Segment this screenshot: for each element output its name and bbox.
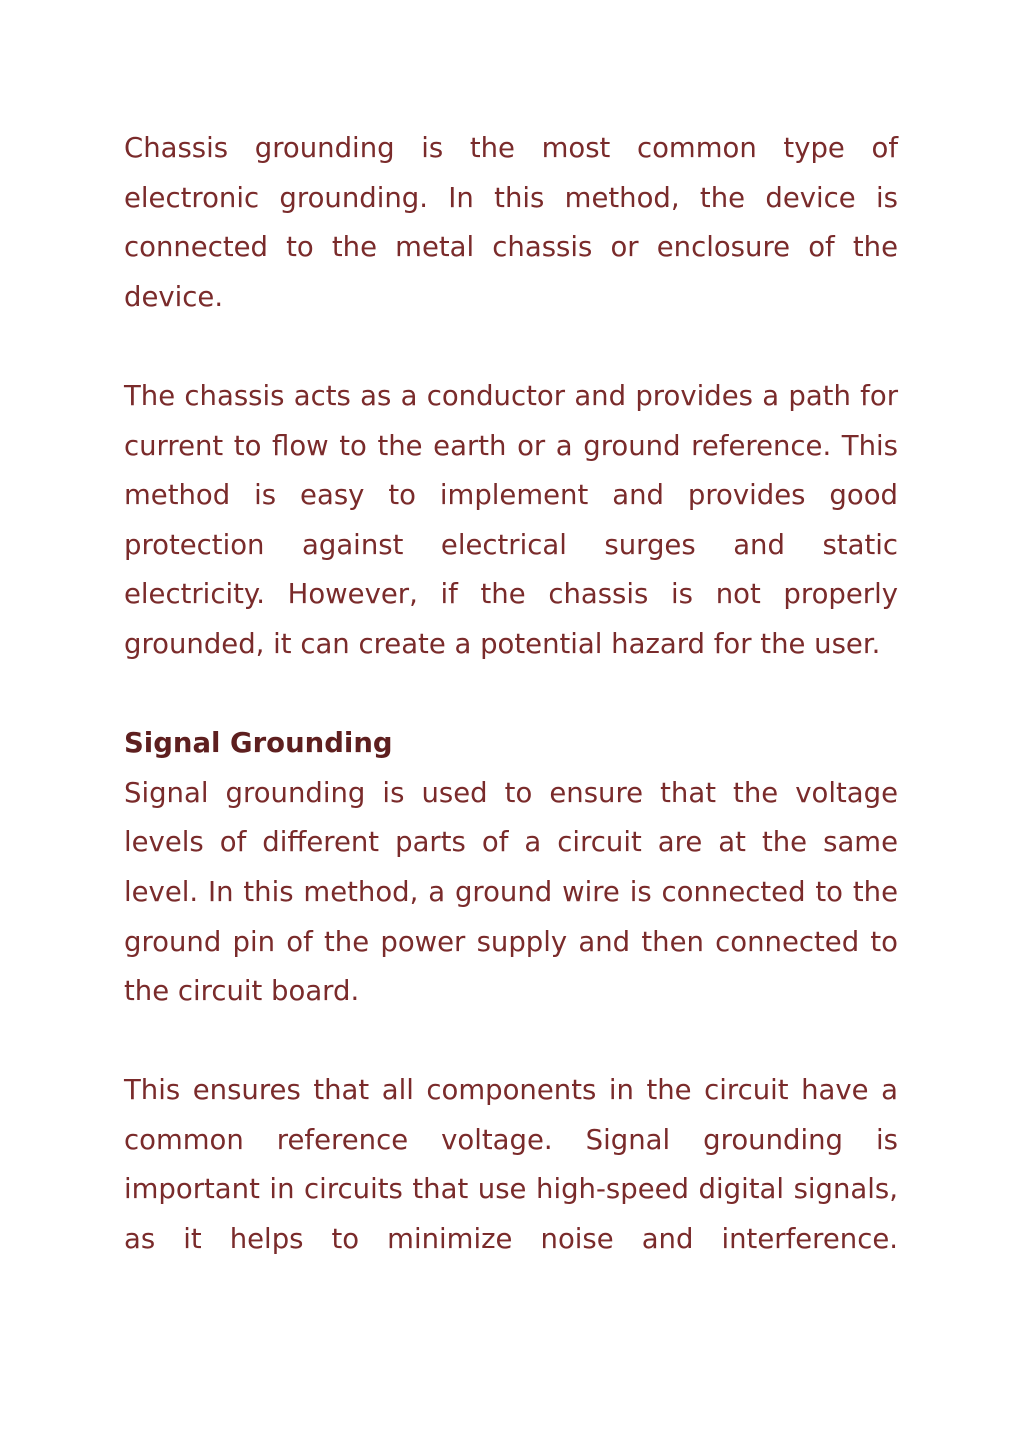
paragraph-chassis-conductor: The chassis acts as a conductor and provides a path for current to flow to the earth or a ground reference. This method is easy to implement and provides good protection against electrical surges and static electricity. However, if the chassis is not properly grounded, it can create a potential hazard for the user.: [124, 379, 898, 660]
paragraph-signal-grounding: Signal grounding is used to ensure that the voltage levels of different parts of a circuit are at the same level. In this method, a ground wire is connected to the ground pin of the power supply and then connected to the circuit board.: [124, 776, 898, 1008]
paragraph-signal-reference: This ensures that all components in the circuit have a common reference voltage. Signal grounding is important in circuits that use high-speed digital signals, as it helps to minimize noise and interference.: [124, 1074, 898, 1256]
paragraph-chassis-grounding: Chassis grounding is the most common type of electronic grounding. In this method, the device is connected to the metal chassis or enclosure of the device.: [124, 132, 898, 313]
section-heading-signal-grounding: Signal Grounding: [124, 727, 393, 760]
document-page: [124, 124, 898, 1314]
